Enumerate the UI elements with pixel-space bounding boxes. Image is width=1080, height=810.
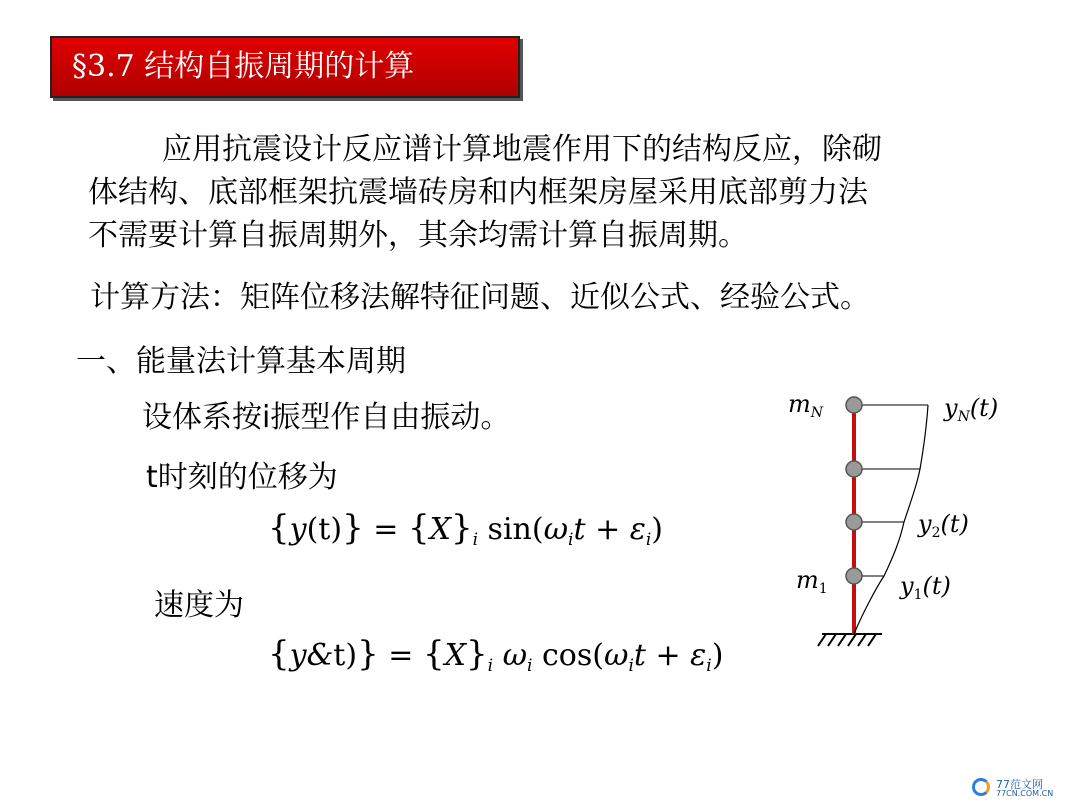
intro-line-2: 体结构、底部框架抗震墙砖房和内框架房屋采用底部剪力法 — [88, 175, 868, 210]
fixed-support — [818, 634, 882, 646]
y-1-label: $y_1(t)$ — [900, 572, 951, 603]
logo-url: 77CN.COM.CN — [996, 789, 1054, 798]
displacement-formula: $\{y(t)\} = \{X\}_i$ $\sin(\omega_it + \varepsilon_i)$ — [268, 508, 664, 550]
y-top-label: $y_N(t)$ — [944, 394, 999, 425]
assumption-text: 设体系按i振型作自由振动。 — [142, 400, 511, 435]
section-title: §3.7 结构自振周期的计算 — [50, 36, 520, 98]
logo-name: 77范文网 — [996, 778, 1043, 791]
mdof-structure-diagram — [780, 380, 1040, 660]
velocity-formula: {y&t)} = $\{X\}_i$ $\omega_i$ $\cos(\omega_it + \varepsilon_i)$ — [268, 634, 724, 676]
intro-line-3: 不需要计算自振周期外，其余均需计算自振周期。 — [88, 218, 748, 253]
methods-text: 计算方法：矩阵位移法解特征问题、近似公式、经验公式。 — [90, 280, 870, 315]
floor-lines — [854, 405, 928, 576]
intro-line-1: 应用抗震设计反应谱计算地震作用下的结构反应，除砌 — [162, 132, 882, 167]
section-heading: 一、能量法计算基本周期 — [76, 344, 406, 379]
velocity-label: 速度为 — [154, 588, 244, 623]
mass-bottom-label: $m_1$ — [796, 566, 828, 597]
mass-top-label: $m_N$ — [788, 390, 824, 421]
logo-icon — [972, 778, 990, 796]
intro-paragraph — [88, 128, 1038, 257]
y-2-label: $y_2(t)$ — [918, 510, 969, 541]
displacement-label: t时刻的位移为 — [146, 460, 338, 495]
site-watermark — [972, 776, 1072, 802]
